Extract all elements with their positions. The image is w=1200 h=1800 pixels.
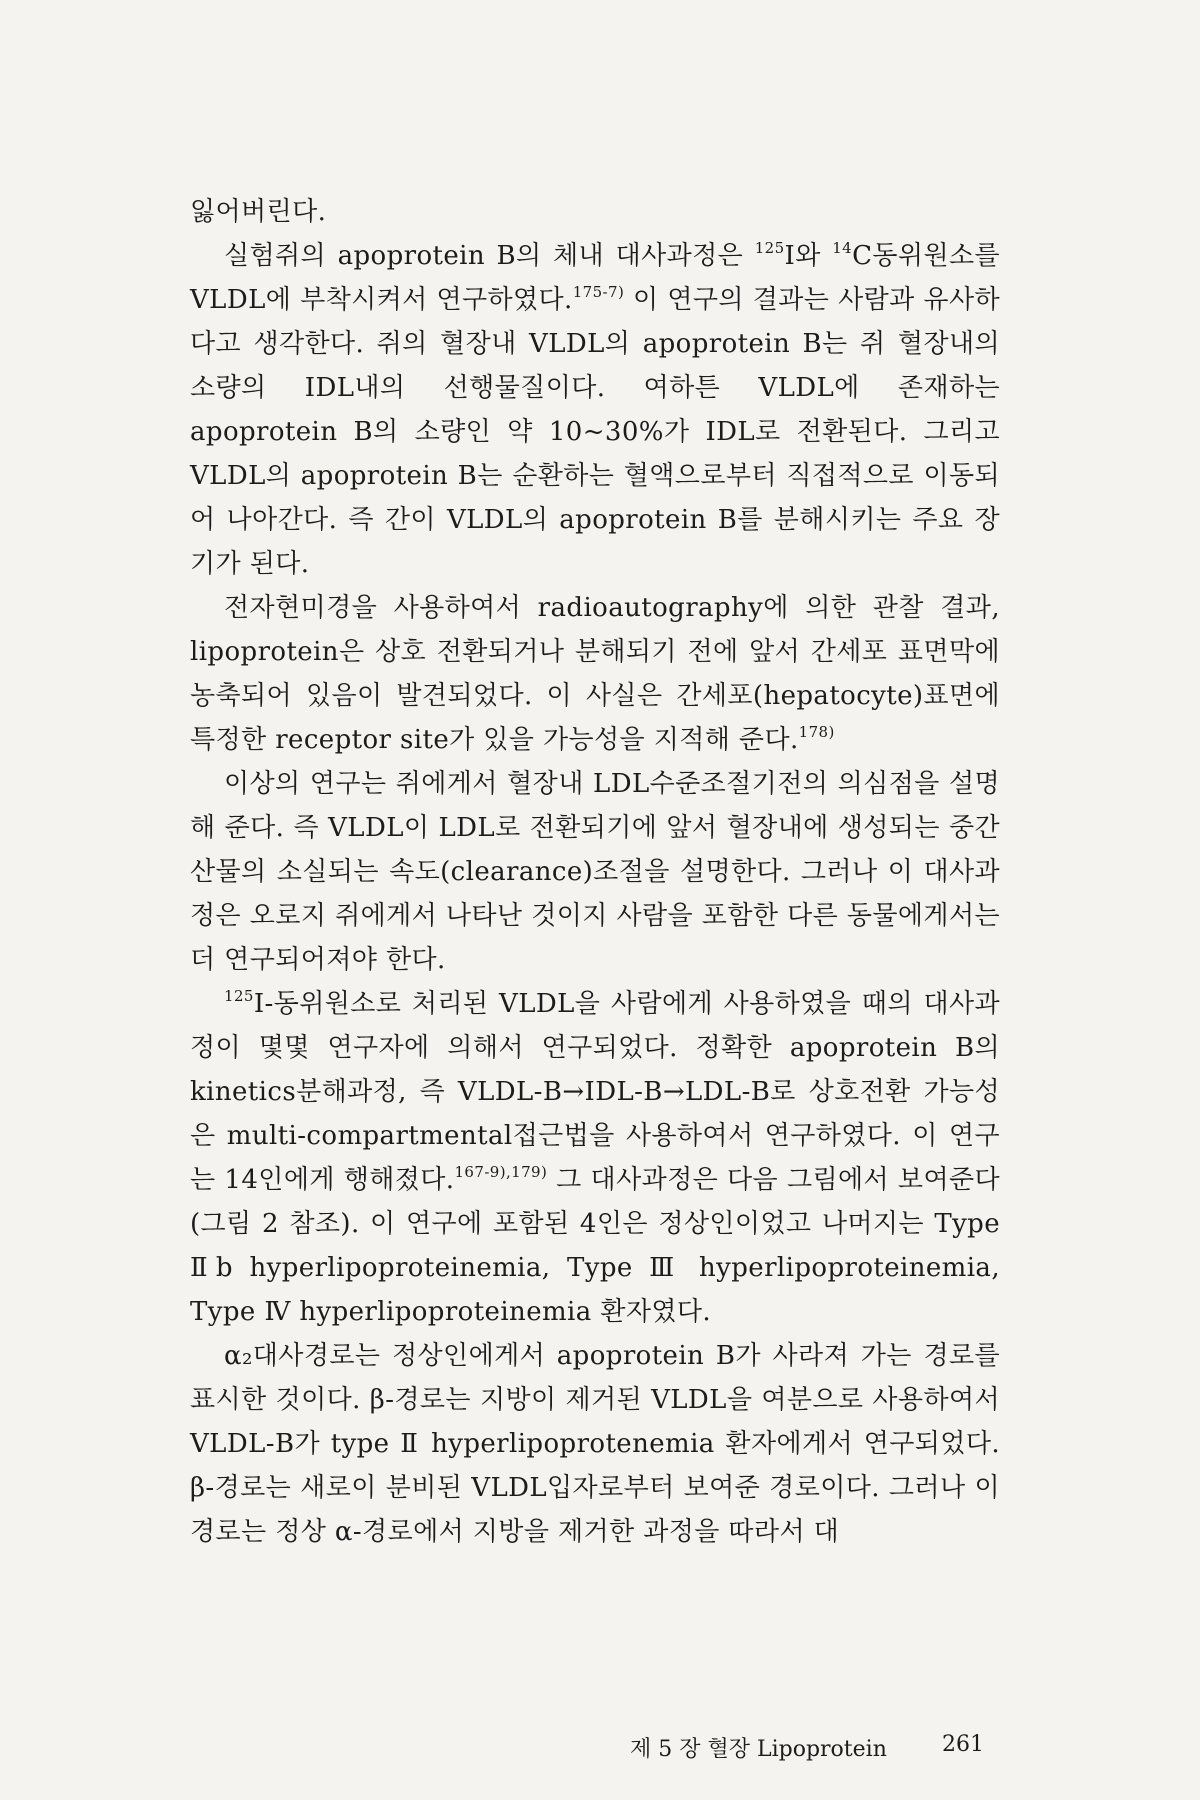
citation-superscript: 125 — [754, 239, 785, 257]
text-run: 그 대사과정은 다음 그림에서 보여준다(그림 2 참조). 이 연구에 포함된 4인은 정상인이었고 나머지는 Type Ⅱb hyperlipoproteinemia, Type Ⅲ hyperlipoproteinemia, Type Ⅳ hyperlipoproteinemia 환자였다. — [190, 1165, 1000, 1327]
paragraph-p2 — [190, 586, 1000, 762]
citation-superscript: 125 — [224, 987, 254, 1005]
text-run: C동위원소를 VLDL에 부착시켜서 연구하였다. — [190, 241, 1000, 315]
citation-superscript: 14 — [832, 239, 853, 257]
paragraph-p4 — [190, 982, 1000, 1334]
running-footer-chapter: 제 5 장 혈장 Lipoprotein — [630, 1737, 887, 1762]
paragraph-p3 — [190, 762, 1000, 982]
paragraph-p0 — [190, 190, 1000, 234]
paragraph-p5 — [190, 1334, 1000, 1554]
page-number: 261 — [942, 1732, 984, 1757]
text-run: 이 연구의 결과는 사람과 유사하다고 생각한다. 쥐의 혈장내 VLDL의 apoprotein B는 쥐 혈장내의 소량의 IDL내의 선행물질이다. 여하튼 VLDL에 존재하는 apoprotein B의 소량인 약 10~30%가 IDL로 전환된다. 그리고 VLDL의 apoprotein B는 순환하는 혈액으로부터 직접적으로 이동되어 나아간다. 즉 간이 VLDL의 apoprotein B를 분해시키는 주요 장기가 된다. — [190, 285, 1000, 579]
citation-superscript: 167-9),179) — [454, 1163, 548, 1181]
text-run: I-동위원소로 처리된 VLDL을 사람에게 사용하였을 때의 대사과정이 몇몇 연구자에 의해서 연구되었다. 정확한 apoprotein B의 kinetics분해과정, 즉 VLDL-B→IDL-B→LDL-B로 상호전환 가능성은 multi-compartmental접근법을 사용하여서 연구하였다. 이 연구는 14인에게 행해졌다. — [190, 989, 1000, 1195]
text-run: α₂대사경로는 정상인에게서 apoprotein B가 사라져 가는 경로를 표시한 것이다. β-경로는 지방이 제거된 VLDL을 여분으로 사용하여서 VLDL-B가 type Ⅱ hyperlipoprotenemia 환자에게서 연구되었다. β-경로는 새로이 분비된 VLDL입자로부터 보여준 경로이다. 그러나 이 경로는 정상 α-경로에서 지방을 제거한 과정을 따라서 대 — [190, 1341, 1000, 1547]
text-run: 잃어버린다. — [190, 197, 327, 227]
text-run: 실험쥐의 apoprotein B의 체내 대사과정은 — [224, 241, 755, 271]
text-run: I와 — [784, 241, 833, 271]
text-run: 전자현미경을 사용하여서 radioautography에 의한 관찰 결과, lipoprotein은 상호 전환되거나 분해되기 전에 앞서 간세포 표면막에 농축되어 있음이 발견되었다. 이 사실은 간세포(hepatocyte)표면에 특정한 receptor site가 있을 가능성을 지적해 준다. — [190, 593, 1000, 755]
citation-superscript: 175-7) — [572, 283, 625, 301]
citation-superscript: 178) — [798, 723, 835, 741]
text-run: 이상의 연구는 쥐에게서 혈장내 LDL수준조절기전의 의심점을 설명해 준다. 즉 VLDL이 LDL로 전환되기에 앞서 혈장내에 생성되는 중간산물의 소실되는 속도(clearance)조절을 설명한다. 그러나 이 대사과정은 오로지 쥐에게서 나타난 것이지 사람을 포함한 다른 동물에게서는 더 연구되어져야 한다. — [190, 769, 1000, 975]
body-text — [190, 190, 1000, 1554]
paragraph-p1 — [190, 234, 1000, 586]
